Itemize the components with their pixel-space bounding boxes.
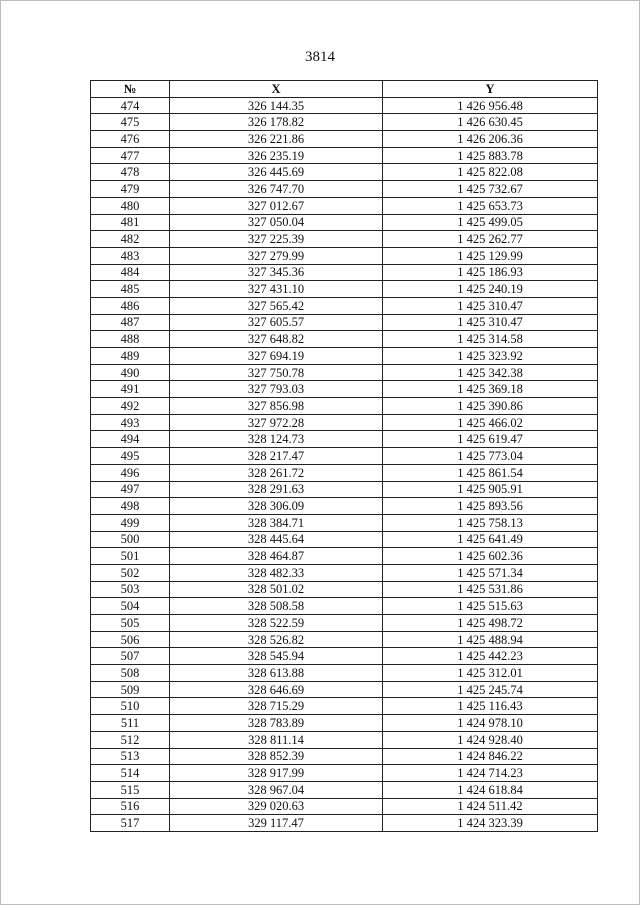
cell-y: 1 425 116.43 [383,698,598,715]
cell-number: 490 [91,364,170,381]
cell-y: 1 425 773.04 [383,448,598,465]
cell-number: 474 [91,97,170,114]
cell-y: 1 425 571.34 [383,564,598,581]
cell-x: 327 345.36 [170,264,383,281]
table-row [91,498,598,515]
cell-number: 506 [91,631,170,648]
cell-y: 1 425 905.91 [383,481,598,498]
table-row [91,648,598,665]
cell-x: 328 545.94 [170,648,383,665]
cell-y: 1 425 312.01 [383,665,598,682]
cell-x: 327 050.04 [170,214,383,231]
cell-number: 510 [91,698,170,715]
cell-x: 328 217.47 [170,448,383,465]
table-row [91,331,598,348]
cell-y: 1 425 531.86 [383,581,598,598]
cell-number: 501 [91,548,170,565]
table-row [91,765,598,782]
cell-y: 1 426 206.36 [383,131,598,148]
cell-y: 1 425 240.19 [383,281,598,298]
cell-number: 513 [91,748,170,765]
cell-x: 328 508.58 [170,598,383,615]
table-row [91,514,598,531]
cell-number: 478 [91,164,170,181]
cell-y: 1 425 442.23 [383,648,598,665]
table-row [91,481,598,498]
table-row [91,748,598,765]
cell-number: 515 [91,781,170,798]
cell-number: 493 [91,414,170,431]
table-row [91,281,598,298]
cell-x: 326 221.86 [170,131,383,148]
cell-x: 327 605.57 [170,314,383,331]
table-row [91,97,598,114]
cell-number: 483 [91,247,170,264]
cell-x: 327 012.67 [170,197,383,214]
table-row [91,615,598,632]
cell-y: 1 425 245.74 [383,681,598,698]
table-row [91,214,598,231]
cell-y: 1 425 466.02 [383,414,598,431]
table-row [91,598,598,615]
cell-x: 327 750.78 [170,364,383,381]
cell-number: 477 [91,147,170,164]
table-row [91,164,598,181]
cell-x: 327 856.98 [170,398,383,415]
cell-x: 327 225.39 [170,231,383,248]
table-row [91,581,598,598]
cell-x: 328 811.14 [170,731,383,748]
cell-y: 1 425 498.72 [383,615,598,632]
table-row [91,798,598,815]
coordinates-table [90,80,598,832]
cell-y: 1 424 511.42 [383,798,598,815]
cell-y: 1 425 369.18 [383,381,598,398]
cell-x: 328 522.59 [170,615,383,632]
table-row [91,631,598,648]
cell-number: 499 [91,514,170,531]
cell-x: 328 306.09 [170,498,383,515]
table-header-row [91,81,598,98]
cell-x: 328 501.02 [170,581,383,598]
cell-y: 1 425 893.56 [383,498,598,515]
cell-y: 1 425 262.77 [383,231,598,248]
cell-y: 1 424 714.23 [383,765,598,782]
cell-y: 1 425 488.94 [383,631,598,648]
cell-number: 514 [91,765,170,782]
cell-x: 326 445.69 [170,164,383,181]
cell-x: 328 464.87 [170,548,383,565]
table-row [91,314,598,331]
cell-x: 328 967.04 [170,781,383,798]
table-row [91,531,598,548]
cell-y: 1 425 619.47 [383,431,598,448]
cell-number: 486 [91,297,170,314]
cell-x: 328 646.69 [170,681,383,698]
cell-x: 327 565.42 [170,297,383,314]
cell-number: 495 [91,448,170,465]
column-header-x: X [170,81,383,98]
cell-y: 1 426 630.45 [383,114,598,131]
table-row [91,147,598,164]
cell-x: 326 178.82 [170,114,383,131]
cell-x: 328 124.73 [170,431,383,448]
table-row [91,247,598,264]
cell-y: 1 426 956.48 [383,97,598,114]
cell-y: 1 425 822.08 [383,164,598,181]
cell-y: 1 425 883.78 [383,147,598,164]
cell-number: 496 [91,464,170,481]
cell-y: 1 425 186.93 [383,264,598,281]
table-row [91,698,598,715]
cell-y: 1 425 602.36 [383,548,598,565]
table-row [91,464,598,481]
cell-number: 475 [91,114,170,131]
cell-x: 327 279.99 [170,247,383,264]
cell-number: 503 [91,581,170,598]
cell-y: 1 425 342.38 [383,364,598,381]
cell-number: 484 [91,264,170,281]
cell-number: 492 [91,398,170,415]
cell-x: 328 261.72 [170,464,383,481]
table-row [91,181,598,198]
table-row [91,231,598,248]
cell-y: 1 425 499.05 [383,214,598,231]
cell-y: 1 425 390.86 [383,398,598,415]
cell-number: 512 [91,731,170,748]
cell-x: 327 793.03 [170,381,383,398]
table-row [91,197,598,214]
cell-x: 329 117.47 [170,815,383,832]
table-row [91,264,598,281]
cell-x: 326 235.19 [170,147,383,164]
column-header-number: № [91,81,170,98]
cell-y: 1 424 978.10 [383,715,598,732]
cell-x: 328 445.64 [170,531,383,548]
cell-y: 1 425 861.54 [383,464,598,481]
table-row [91,398,598,415]
cell-x: 327 648.82 [170,331,383,348]
table-row [91,297,598,314]
cell-y: 1 424 928.40 [383,731,598,748]
cell-y: 1 425 323.92 [383,348,598,365]
cell-number: 511 [91,715,170,732]
cell-y: 1 425 314.58 [383,331,598,348]
cell-number: 488 [91,331,170,348]
cell-number: 516 [91,798,170,815]
cell-y: 1 424 618.84 [383,781,598,798]
table-row [91,348,598,365]
cell-x: 328 526.82 [170,631,383,648]
table-row [91,781,598,798]
table-row [91,364,598,381]
cell-x: 328 715.29 [170,698,383,715]
cell-number: 482 [91,231,170,248]
cell-number: 509 [91,681,170,698]
cell-y: 1 425 310.47 [383,297,598,314]
cell-y: 1 425 310.47 [383,314,598,331]
table-row [91,564,598,581]
cell-number: 494 [91,431,170,448]
cell-y: 1 425 515.63 [383,598,598,615]
column-header-y: Y [383,81,598,98]
cell-x: 328 482.33 [170,564,383,581]
table-row [91,731,598,748]
table-row [91,414,598,431]
cell-x: 328 852.39 [170,748,383,765]
cell-number: 502 [91,564,170,581]
cell-number: 476 [91,131,170,148]
cell-x: 328 917.99 [170,765,383,782]
cell-x: 329 020.63 [170,798,383,815]
cell-x: 327 972.28 [170,414,383,431]
cell-y: 1 424 846.22 [383,748,598,765]
cell-y: 1 425 758.13 [383,514,598,531]
cell-x: 328 291.63 [170,481,383,498]
table-row [91,448,598,465]
cell-x: 326 144.35 [170,97,383,114]
cell-number: 498 [91,498,170,515]
cell-y: 1 424 323.39 [383,815,598,832]
cell-number: 479 [91,181,170,198]
cell-y: 1 425 732.67 [383,181,598,198]
cell-number: 507 [91,648,170,665]
cell-x: 327 431.10 [170,281,383,298]
table-row [91,815,598,832]
cell-x: 328 613.88 [170,665,383,682]
cell-number: 497 [91,481,170,498]
cell-x: 328 783.89 [170,715,383,732]
cell-y: 1 425 129.99 [383,247,598,264]
cell-number: 508 [91,665,170,682]
cell-x: 327 694.19 [170,348,383,365]
cell-x: 328 384.71 [170,514,383,531]
table-row [91,548,598,565]
cell-number: 485 [91,281,170,298]
table-row [91,715,598,732]
page-number: 3814 [305,49,335,65]
cell-number: 480 [91,197,170,214]
table-row [91,665,598,682]
table-row [91,381,598,398]
cell-number: 481 [91,214,170,231]
cell-y: 1 425 641.49 [383,531,598,548]
cell-number: 489 [91,348,170,365]
table-row [91,431,598,448]
cell-number: 487 [91,314,170,331]
table-row [91,681,598,698]
cell-number: 517 [91,815,170,832]
cell-x: 326 747.70 [170,181,383,198]
table-row [91,114,598,131]
cell-number: 500 [91,531,170,548]
table-row [91,131,598,148]
cell-number: 504 [91,598,170,615]
table-body [91,97,598,831]
cell-y: 1 425 653.73 [383,197,598,214]
cell-number: 491 [91,381,170,398]
cell-number: 505 [91,615,170,632]
